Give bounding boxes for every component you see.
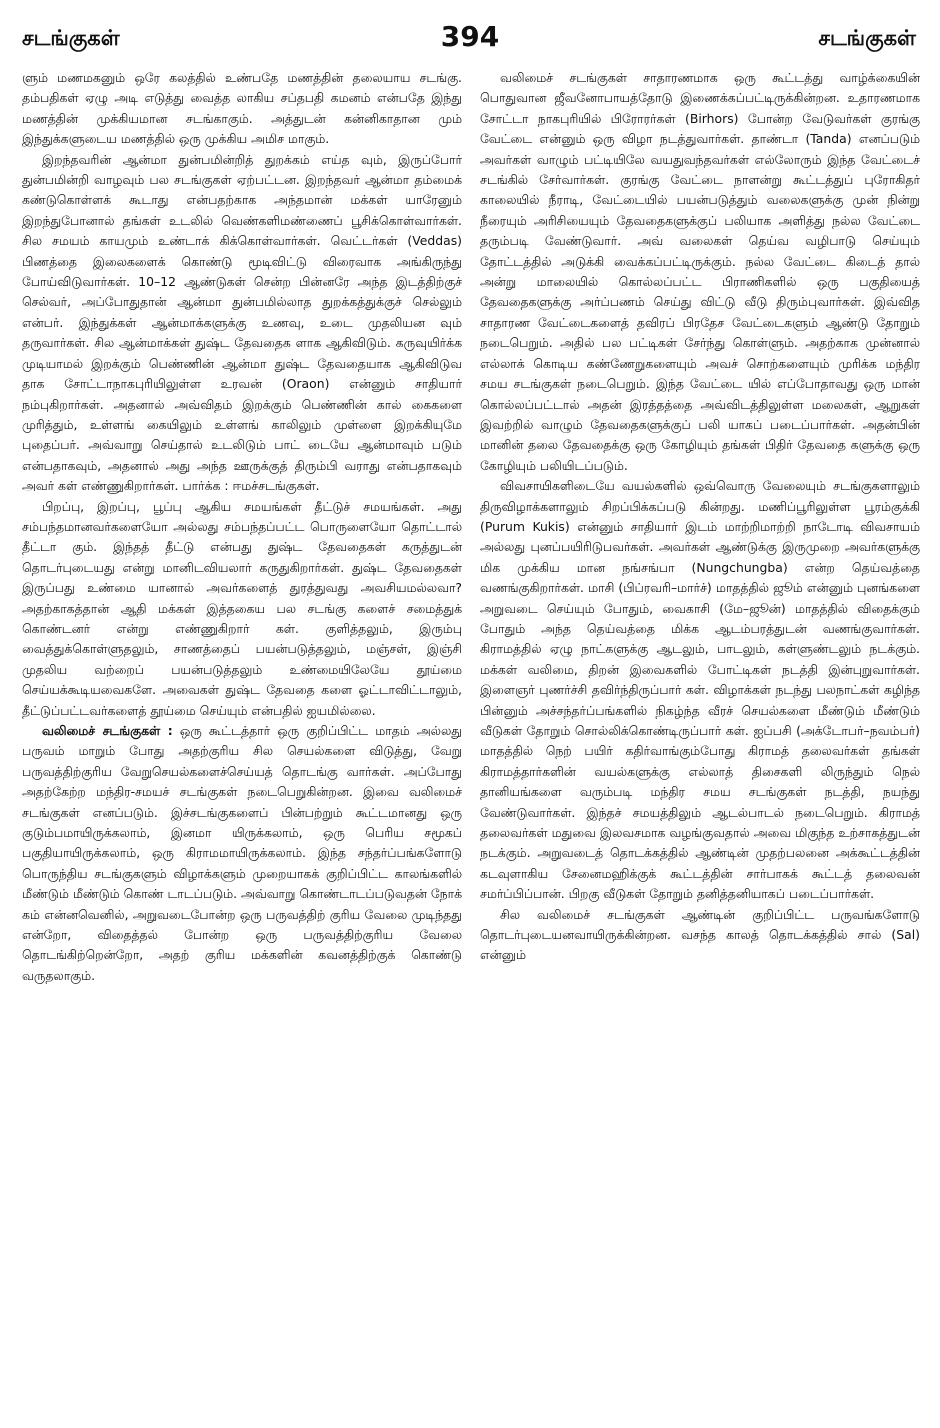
paragraph: சில வலிமைச் சடங்குகள் ஆண்டின் குறிப்பிட்ட பருவங்களோடு தொடர்புடையனவாயிருக்கின்றன. வசந்த காலத் தொடக்கத்தில் சால் (Sal) என்னும் [480, 906, 920, 963]
paragraph: வலிமைச் சடங்குகள் சாதாரணமாக ஒரு கூட்டத்து வாழ்க்கையின் பொதுவான ஜீவனோபாயத்தோடு இணைக்கப்பட்டிருக்கின்றன. உதாரணமாக சோட்டா நாகபுரியில் பிரோரர்கள் (Birhors) போன்ற வேடுவர்கள் குரங்கு வேட்டை என்னும் ஒரு விழா நடத்துவார்கள். தாண்டா (Tanda) எனப்படும் அவர்கள் வாழும் பட்டியிலே வயதுவந்தவர்கள் எல்லோரும் இந்த வேட்டைச் சடங்கில் சேர்வார்கள். குரங்கு வேட்டை நாளன்று கூட்டத்துப் புரோகிதர் காலையில் நீராடி, வேட்டையில் பயன்படுத்தும் வலைகளுக்கு முன் நின்று நீரையும் அரிசியையும் தேவதைகளுக்குப் பலியாக அளித்து நல்ல வேட்டை தரும்படி வேண்டுவார். அவ் வலைகள் தெய்வ வழிபாடு செய்யும் தோட்டத்தில் அடுக்கி வைக்கப்பட்டிருக்கும். நல்ல வேட்டை கிடைத் தால் அன்று மாலையில் கொல்லப்பட்ட பிராணிகளில் ஒரு பகுதியைத் தேவதைகளுக்கு அர்ப்பணம் செய்து விட்டு வீடு திரும்புவார்கள். இவ்வித சாதாரண வேட்டைகளைத் தவிரப் பிரதேச வேட்டைகளும் ஆண்டு தோறும் நடைபெறும். அதில் பல பட்டிகள் சேர்ந்து கொள்ளும். அதற்காக முன்னால் எல்லாக் கொடிய கண்ணேறுகளையும் அவச் சொற்களையும் முரிக்க மந்திர சமய சடங்குகள் நடைபெறும். இந்த வேட்டை யில் எப்போதாவது ஒரு மான் கொல்லப்பட்டால் அதன் இரத்தத்தை அவ்விடத்திலுள்ள மலைகள், ஆறுகள் இவற்றில் வாழும் தேவதைகளுக்குப் பலி யாகப் படைப்பார்கள். அதன்பின் மானின் தலை தேவதைக்கு ஒரு கோழியும் தங்கள் பிதிர் தேவதை களுக்கு ஒரு கோழியும் பலியிடப்படும். [480, 70, 920, 473]
paragraph-text: ஒரு கூட்டத்தார் ஒரு குறிப்பிட்ட மாதம் அல்லது பருவம் மாறும் போது அதற்குரிய சில செயல்களை விடுத்து, வேறு பருவத்திற்குரிய வேறுசெயல்களைச்செய்யத் தொடங்கு வார்கள். அப்போது அதற்கேற்ற மந்திர-சமயச் சடங்குகள் நடைபெறுகின்றன. இவை வலிமைச் சடங்குகள் எனப்படும். இச்சடங்குகளைப் பின்பற்றும் கூட்டமானது ஒரு குடும்பமாயிருக்கலாம், இனமா யிருக்கலாம், ஒரு பெரிய சமூகப் பகுதியாயிருக்கலாம், ஒரு கிராமமாயிருக்கலாம். இந்த சந்தர்ப்பங்களோடு பொருந்திய சடங்குகளும் விழாக்களும் முறையாகக் குறிப்பிட்ட காலங்களில் மீண்டும் மீண்டும் கொண் டாடப்படும். அவ்வாறு கொண்டாடப்படுவதன் நோக் கம் என்னவெனில், அறுவடைபோன்ற ஒரு பருவத்திற் குரிய வேலை முடிந்தது என்றோ, விதைத்தல் போன்ற ஒரு பருவத்திற்குரிய வேலை தொடங்கிற்றென்றோ, அதற் குரிய மக்களின் கவனத்திற்குக் கொண்டு வருதலாகும். [22, 723, 462, 983]
paragraph [22, 721, 462, 986]
running-head-right: சடங்குகள் [818, 26, 916, 50]
section-heading: வலிமைச் சடங்குகள் : [42, 723, 173, 738]
page-header [0, 0, 940, 70]
paragraph: இறந்தவரின் ஆன்மா துன்பமின்றித் துறக்கம் எய்த வும், இருப்போர் துன்பமின்றி வாழவும் பல சடங்குகள் ஏற்பட்டன. இறந்தவர் ஆன்மா தம்மைக் கண்டுகொள்ளக் கூடாது என்பதற்காக அந்தமான் மக்கள் யாரேனும் இறந்துபோனால் தங்கள் உடலில் வெண்களிமண்ணைப் பூசிக்கொள்வார்கள். சில சமயம் காயமும் உண்டாக் கிக்கொள்வார்கள். வெட்டர்கள் (Veddas) பிணத்தை இலைகளைக் கொண்டு மூடிவிட்டு விரைவாக அங்கிருந்து போய்விடுவார்கள். 10–12 ஆண்டுகள் சென்ற பின்னரே அந்த இடத்திற்குச் செல்வர், அப்போதுதான் ஆன்மா துன்பமில்லாத துறக்கத்துக்குச் செல்லும் என்பர். இந்துக்கள் ஆன்மாக்களுக்கு உணவு, உடை முதலியன வும் தருவார்கள். சில ஆன்மாக்கள் துஷ்ட தேவதைக ளாக ஆகிவிடும். கருவுயிர்க்க முடியாமல் இறக்கும் பெண்ணின் ஆன்மா துஷ்ட தேவதையாக ஆகிவிடுவ தாக சோட்டாநாகபுரியிலுள்ள உரவன் (Oraon) என்னும் சாதியார் நம்புகிறார்கள். அதனால் அவ்விதம் இறக்கும் பெண்ணின் கால் கைகளை முரித்தும், உள்ளங் கையிலும் உள்ளங் காலிலும் முள்ளை இறக்கியுமே புதைப்பர். அவ்வாறு செய்தால் உடலிடும் பாட் டையே ஆன்மாவும் படும் என்பதாகவும், அதனால் அது அந்த ஊருக்குத் திரும்பி வராது என்பதாகவும் அவர் கள் எண்ணுகிறார்கள். பார்க்க : ஈமச்சடங்குகள். [22, 151, 462, 494]
paragraph: பிறப்பு, இறப்பு, பூப்பு ஆகிய சமயங்கள் தீட்டுச் சமயங்கள். அது சம்பந்தமானவர்களையோ அல்லது சம்பந்தப்பட்ட பொருளையோ தொட்டால் தீட்டா கும். இந்தத் தீட்டு என்பது துஷ்ட தேவதைகள் கருத்துடன் தொடர்புடையது என்று மானிடவியலார் கருதுகிறார்கள். துஷ்ட தேவதைகள் இருப்பது உண்மை யானால் அவர்களைத் துரத்துவது அவசியமல்லவா? அதற்காகத்தான் ஆதி மக்கள் இத்தகைய பல சடங்கு களைச் சமைத்துக் கொண்டனர் என்று எண்ணுகிறார் கள். குளித்தலும், இரும்பு வைத்துக்கொள்ளுதலும், சாணத்தைப் பயன்படுத்தலும், மஞ்சள், இஞ்சி முதலிய வற்றைப் பயன்படுத்தலும் உண்மையிலேயே தூய்மை செய்யக்கூடியவைகளே. அவைகள் துஷ்ட தேவதை களை ஓட்டாவிட்டாலும், தீட்டுப்பட்டவர்களைத் தூய்மை செய்யும் என்பதில் ஐயமில்லை. [22, 498, 462, 718]
paragraph: விவசாயிகளிடையே வயல்களில் ஒவ்வொரு வேலையும் சடங்குகளாலும் திருவிழாக்களாலும் சிறப்பிக்கப்படு கின்றது. மணிப்பூரிலுள்ள பூரம்குக்கி (Purum Kukis) என்னும் சாதியார் இடம் மாற்றிமாற்றி நாடோடி விவசாயம் அல்லது புனப்பயிரிடுபவர்கள். அவர்கள் ஆண்டுக்கு இருமுறை அவர்களுக்கு மிக முக்கிய மான நங்சங்பா (Nungchungba) என்ற தெய்வத்தை வணங்குகிறார்கள். மாசி (பிப்ரவரி–மார்ச்) மாதத்தில் ஜூம் என்னும் புனங்களை அறுவடை செய்யும் போதும், வைகாசி (மே–ஜூன்) மாதத்தில் விதைக்கும் போதும் அந்த தெய்வத்தை மிக்க ஆடம்பரத்துடன் வணங்குவார்கள். கிராமத்தில் ஏழு நாட்களுக்கு ஆடலும், பாடலும், கள்ளுண்டலும் நடக்கும். மக்கள் வலிமை, திறன் இவைகளில் போட்டிகள் நடத்தி இன்புறுவார்கள். இளைஞர் புணர்ச்சி தவிர்ந்திருப்பார் கள். விழாக்கள் நடந்து பலநாட்கள் கழிந்த பின்னும் அச்சந்தர்ப்பங்களில் நிகழ்ந்த வீரச் செயல்களை மீண்டும் மீண்டும் வீடுகள் தோறும் சொல்லிக்கொண்டிருப்பார் கள். ஐப்பசி (அக்டோபர்–நவம்பர்) மாதத்தில் நெற் பயிர் கதிர்வாங்கும்போது கிராமத் தலைவர்கள் தங்கள் கிராமத்தார்களின் வயல்களுக்கு எல்லாத் திசைகளி லிருந்தும் நெல் தானியங்களை வரும்படி மந்திர சமய சடங்குகள் நடத்தி, நயந்து வேண்டுவார்கள். இந்தச் சமயத்திலும் ஆடல்பாடல் நடைபெறும். கிராமத் தலைவர்கள் மதுவை இலவசமாக வழங்குவதால் அவை மிகுந்த உற்சாகத்துடன் நடக்கும். அறுவடைத் தொடக்கத்தில் ஆண்டின் முதற்பலனை அக்கூட்டத்தின் கடவுளாகிய சேனைமஹிக்குக் கூட்டத்தின் சார்பாகக் கூட்டத் தலைவன் சமர்ப்பிப்பான். பிறகு வீடுகள் தோறும் தனித்தனியாகப் படைப்பார்கள். [480, 478, 920, 902]
paragraph: ளும் மணமகனும் ஒரே கலத்தில் உண்பதே மணத்தின் தலையாய சடங்கு. தம்பதிகள் ஏழு அடி எடுத்து வைத்த லாகிய சப்தபதி கமனம் என்பதே இந்து மணத்தின் முக்கியமான சடங்காகும். அத்துடன் கன்னிகாதான மும் இந்துக்களுடைய மணத்தில் ஒரு முக்கிய அமிச மாகும். [22, 70, 462, 147]
left-column [22, 68, 462, 1420]
right-column [480, 68, 920, 1420]
page-number: 394 [440, 20, 500, 53]
running-head-left: சடங்குகள் [22, 26, 120, 50]
